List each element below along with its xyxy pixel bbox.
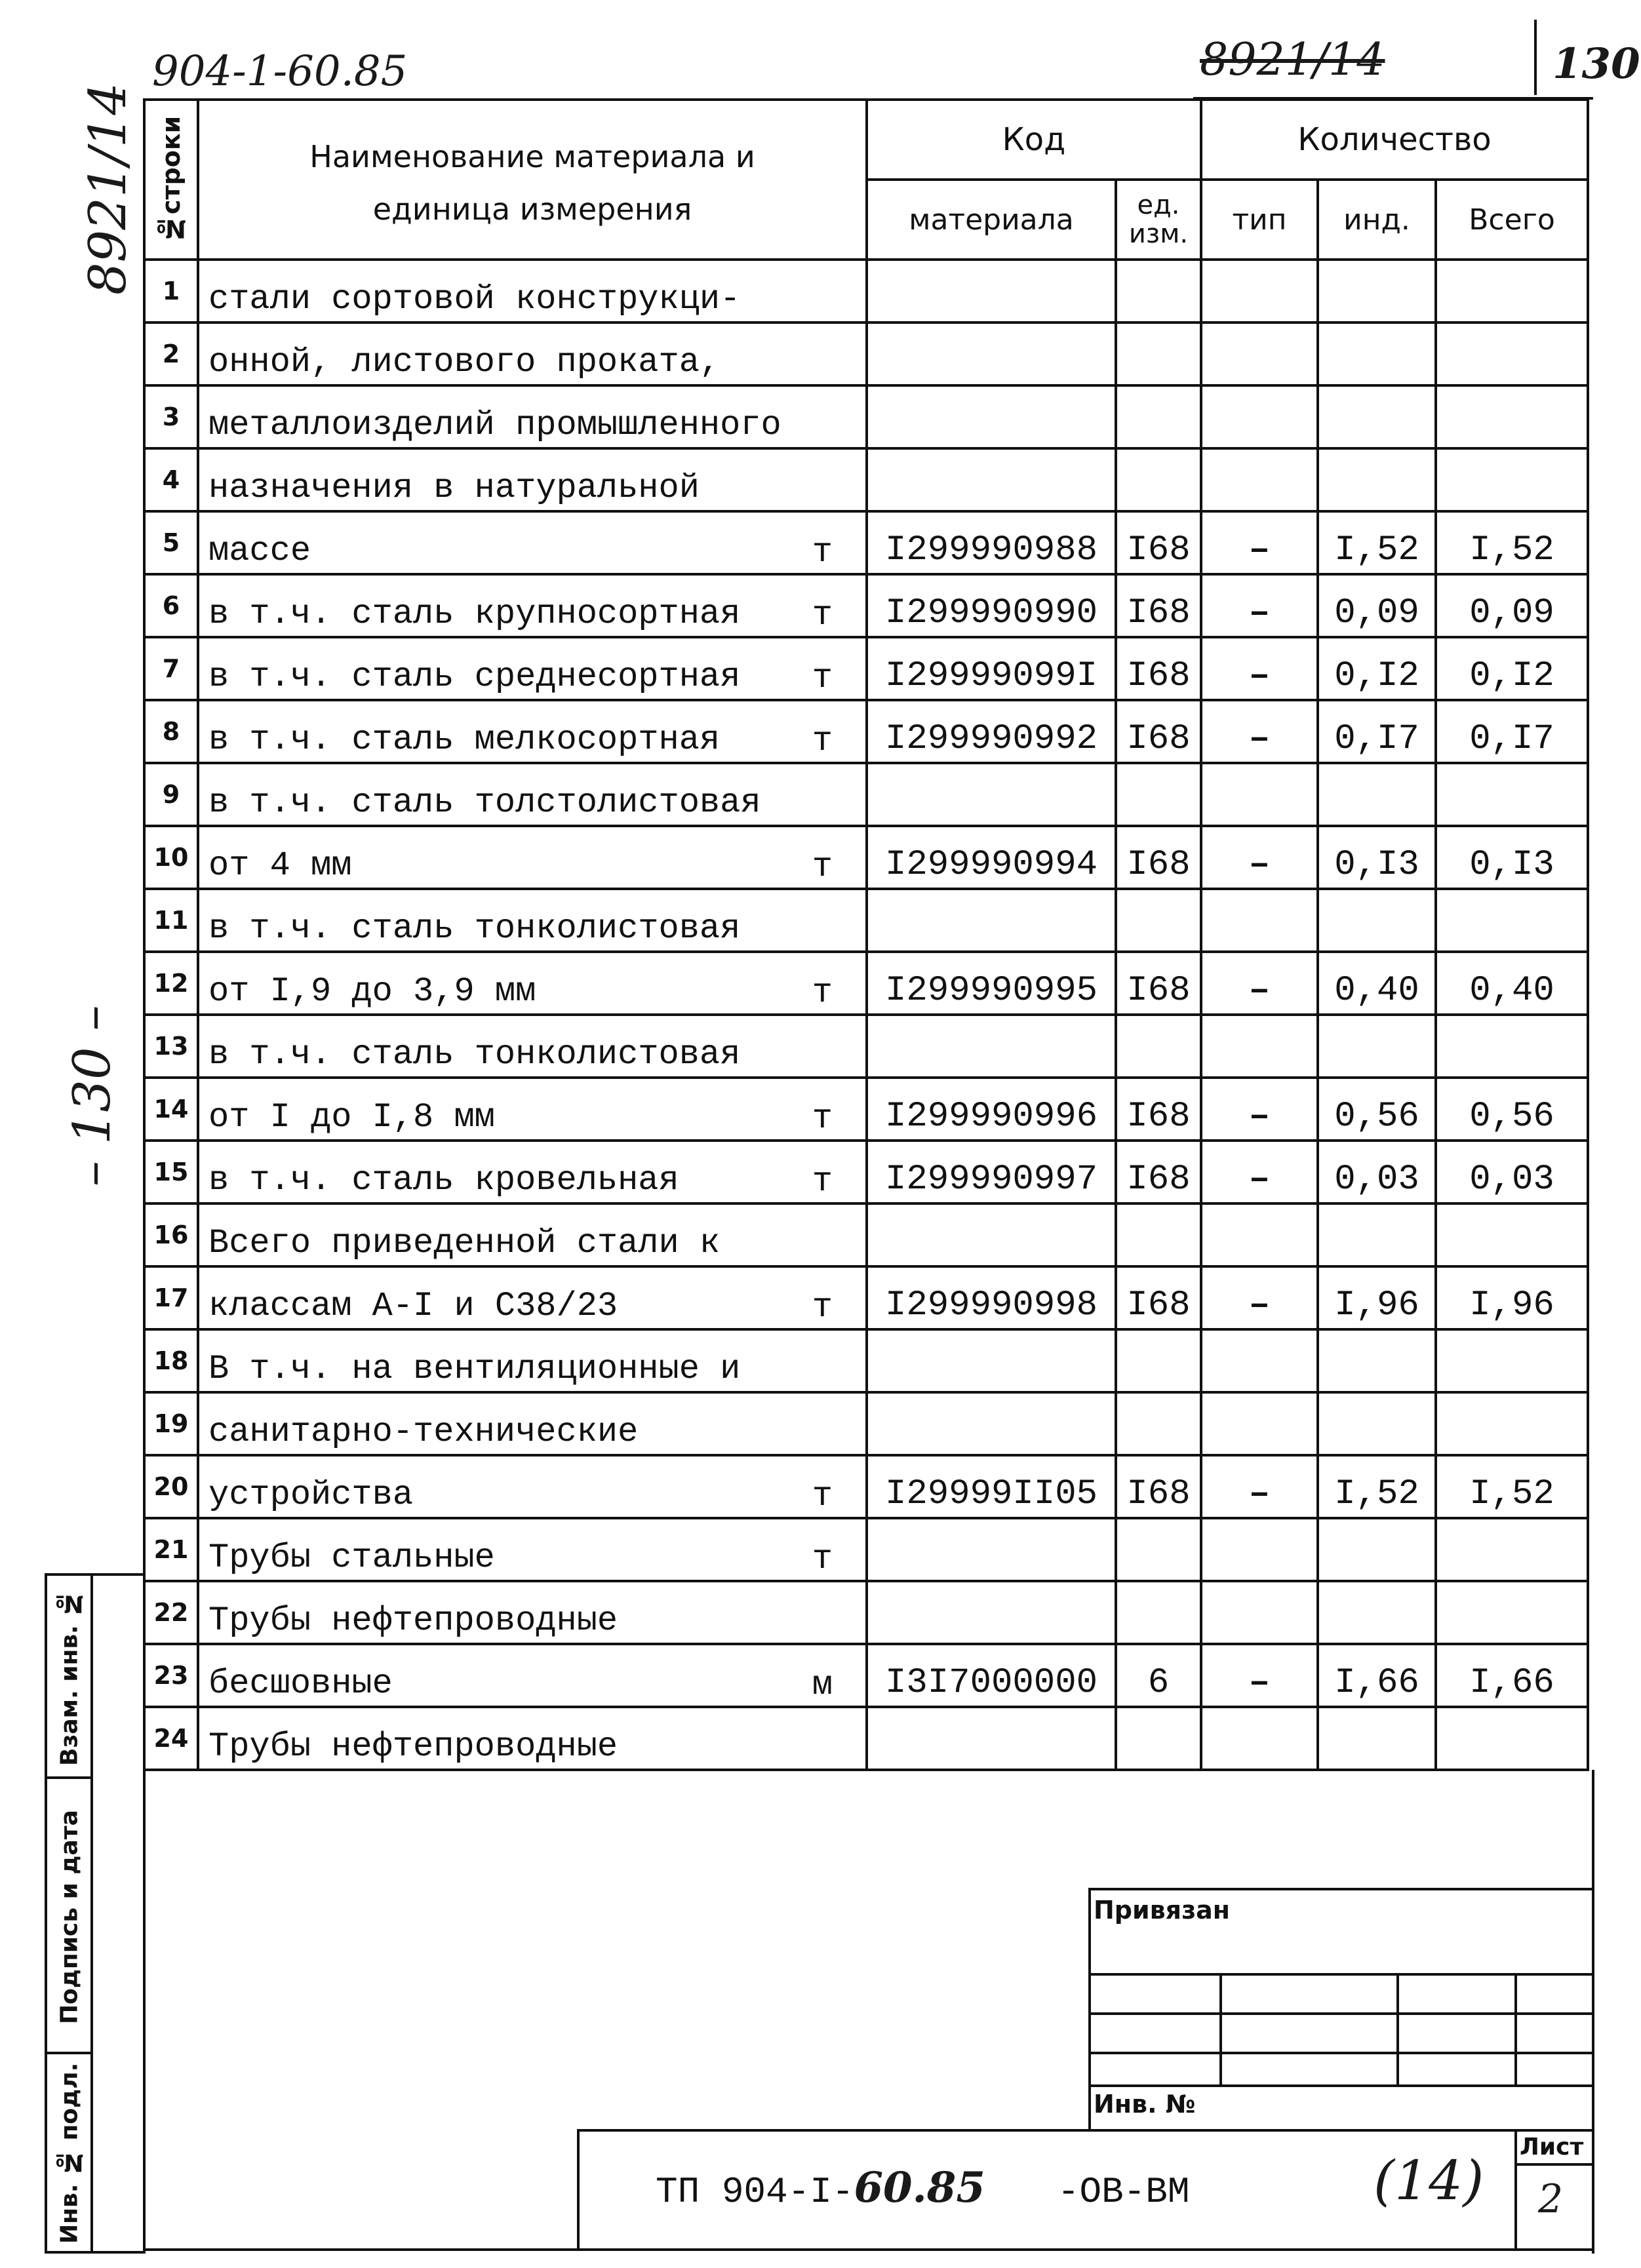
unit-code: I68 xyxy=(1116,511,1201,574)
unit-code: I68 xyxy=(1116,574,1201,637)
qty-ind xyxy=(1318,763,1436,826)
qty-type: – xyxy=(1201,1644,1318,1707)
material-name-text: в т.ч. сталь среднесортная xyxy=(208,657,741,696)
qty-total xyxy=(1436,1329,1588,1392)
unit-code: I68 xyxy=(1116,1141,1201,1203)
material-code: I299990996 xyxy=(867,1078,1116,1141)
row-number: 9 xyxy=(144,763,198,826)
material-unit: т xyxy=(812,1162,833,1201)
page-number-side: – 130 – xyxy=(63,1005,122,1186)
sheet-number-handwritten: (14) xyxy=(1374,2150,1484,2212)
qty-ind: 0,09 xyxy=(1318,574,1436,637)
material-name xyxy=(198,1015,867,1078)
qty-type xyxy=(1201,1581,1318,1644)
qty-ind xyxy=(1318,385,1436,448)
qty-total xyxy=(1436,1707,1588,1770)
qty-type: – xyxy=(1201,952,1318,1015)
material-name xyxy=(198,1455,867,1518)
unit-code: I68 xyxy=(1116,952,1201,1015)
material-name-text: от I до I,8 мм xyxy=(208,1098,495,1137)
material-name-text: от 4 мм xyxy=(208,846,352,885)
material-name-text: от I,9 до 3,9 мм xyxy=(208,972,536,1011)
material-unit: т xyxy=(812,973,833,1012)
qty-type xyxy=(1201,385,1318,448)
qty-ind xyxy=(1318,260,1436,323)
unit-code xyxy=(1116,1203,1201,1266)
stamp-inv-no: Инв. № xyxy=(1094,2090,1196,2119)
qty-ind xyxy=(1318,448,1436,511)
material-name xyxy=(198,448,867,511)
strip-podpis-data: Подпись и дата xyxy=(56,1810,83,2025)
row-number: 7 xyxy=(144,637,198,700)
table-row xyxy=(144,511,1588,574)
qty-total: 0,I7 xyxy=(1436,700,1588,763)
row-number: 12 xyxy=(144,952,198,1015)
qty-type xyxy=(1201,323,1318,385)
qty-type: – xyxy=(1201,574,1318,637)
page-number-divider xyxy=(1534,20,1537,95)
row-number: 1 xyxy=(144,260,198,323)
row-number: 17 xyxy=(144,1266,198,1329)
material-name-text: в т.ч. сталь крупносортная xyxy=(208,595,741,633)
material-code xyxy=(867,1203,1116,1266)
table-row xyxy=(144,700,1588,763)
qty-total: 0,I2 xyxy=(1436,637,1588,700)
material-name xyxy=(198,637,867,700)
doc-code: ТП 904-I-60.85 -ОВ-ВМ xyxy=(656,2163,1190,2213)
qty-type xyxy=(1201,1518,1318,1581)
qty-type: – xyxy=(1201,1266,1318,1329)
material-name xyxy=(198,323,867,385)
qty-ind: 0,I2 xyxy=(1318,637,1436,700)
unit-code xyxy=(1116,889,1201,952)
qty-total: I,52 xyxy=(1436,1455,1588,1518)
material-name-text: В т.ч. на вентиляционные и xyxy=(208,1350,741,1388)
qty-total: I,66 xyxy=(1436,1644,1588,1707)
table-row xyxy=(144,952,1588,1015)
qty-type xyxy=(1201,1203,1318,1266)
material-name xyxy=(198,1203,867,1266)
table-row xyxy=(144,1644,1588,1707)
unit-code: I68 xyxy=(1116,1078,1201,1141)
material-name xyxy=(198,1707,867,1770)
qty-ind xyxy=(1318,1581,1436,1644)
unit-code: I68 xyxy=(1116,637,1201,700)
material-code: I299990998 xyxy=(867,1266,1116,1329)
material-name xyxy=(198,511,867,574)
table-row xyxy=(144,1707,1588,1770)
qty-total xyxy=(1436,1015,1588,1078)
material-name-text: в т.ч. сталь кровельная xyxy=(208,1161,679,1200)
page-number-top: 130 xyxy=(1552,39,1640,88)
unit-code xyxy=(1116,1707,1201,1770)
material-code xyxy=(867,385,1116,448)
frame-right-line xyxy=(1592,1770,1594,2254)
material-code: I29999099I xyxy=(867,637,1116,700)
row-number: 22 xyxy=(144,1581,198,1644)
qty-ind: I,52 xyxy=(1318,511,1436,574)
qty-ind: 0,I7 xyxy=(1318,700,1436,763)
row-number: 23 xyxy=(144,1644,198,1707)
header-row-number: №строки xyxy=(144,100,198,260)
table-row xyxy=(144,260,1588,323)
row-number: 2 xyxy=(144,323,198,385)
unit-code xyxy=(1116,385,1201,448)
material-unit: т xyxy=(812,1477,833,1515)
material-name xyxy=(198,574,867,637)
row-number: 19 xyxy=(144,1392,198,1455)
material-code: I299990997 xyxy=(867,1141,1116,1203)
unit-code: I68 xyxy=(1116,1455,1201,1518)
material-code xyxy=(867,448,1116,511)
material-name xyxy=(198,1078,867,1141)
material-name-text: Всего приведенной стали к xyxy=(208,1224,721,1262)
material-code: I299990995 xyxy=(867,952,1116,1015)
material-code xyxy=(867,1518,1116,1581)
qty-total: 0,03 xyxy=(1436,1141,1588,1203)
qty-total xyxy=(1436,260,1588,323)
material-name-text: Трубы нефтепроводные xyxy=(208,1601,618,1640)
qty-ind xyxy=(1318,1707,1436,1770)
material-code xyxy=(867,1581,1116,1644)
material-unit: м xyxy=(812,1666,833,1704)
qty-ind: I,52 xyxy=(1318,1455,1436,1518)
unit-code xyxy=(1116,260,1201,323)
qty-total: I,96 xyxy=(1436,1266,1588,1329)
row-number: 21 xyxy=(144,1518,198,1581)
qty-total xyxy=(1436,763,1588,826)
qty-type: – xyxy=(1201,1078,1318,1141)
sheet-label: Лист xyxy=(1520,2134,1584,2160)
material-code xyxy=(867,323,1116,385)
material-name-text: устройства xyxy=(208,1476,414,1514)
unit-code xyxy=(1116,448,1201,511)
qty-type xyxy=(1201,1015,1318,1078)
material-name-text: в т.ч. сталь тонколистовая xyxy=(208,909,741,948)
header-code-unit: ед. изм. xyxy=(1116,180,1201,260)
unit-code xyxy=(1116,1518,1201,1581)
material-name xyxy=(198,1518,867,1581)
qty-type xyxy=(1201,1329,1318,1392)
row-number: 5 xyxy=(144,511,198,574)
qty-type: – xyxy=(1201,700,1318,763)
qty-type xyxy=(1201,1707,1318,1770)
qty-total: 0,I3 xyxy=(1436,826,1588,889)
row-number: 16 xyxy=(144,1203,198,1266)
qty-ind xyxy=(1318,1203,1436,1266)
material-code xyxy=(867,763,1116,826)
qty-ind xyxy=(1318,889,1436,952)
table-row xyxy=(144,574,1588,637)
unit-code xyxy=(1116,323,1201,385)
qty-type xyxy=(1201,1392,1318,1455)
frame-bottom-line xyxy=(143,2248,1594,2251)
material-name xyxy=(198,1329,867,1392)
row-number: 20 xyxy=(144,1455,198,1518)
unit-code: 6 xyxy=(1116,1644,1201,1707)
qty-total xyxy=(1436,323,1588,385)
qty-total: 0,09 xyxy=(1436,574,1588,637)
row-number: 11 xyxy=(144,889,198,952)
table-row xyxy=(144,1266,1588,1329)
row-number: 8 xyxy=(144,700,198,763)
material-name-text: классам А-I и С38/23 xyxy=(208,1287,618,1325)
material-name xyxy=(198,700,867,763)
row-number: 10 xyxy=(144,826,198,889)
material-name xyxy=(198,952,867,1015)
material-unit: т xyxy=(812,722,833,760)
material-name-text: в т.ч. сталь тонколистовая xyxy=(208,1035,741,1074)
strip-inv-podl: Инв. № подл. xyxy=(56,2062,83,2244)
qty-total: 0,56 xyxy=(1436,1078,1588,1141)
row-number: 15 xyxy=(144,1141,198,1203)
qty-ind: 0,I3 xyxy=(1318,826,1436,889)
header-material-name: Наименование материала и единица измерения xyxy=(198,100,867,260)
unit-code: I68 xyxy=(1116,1266,1201,1329)
material-name xyxy=(198,1266,867,1329)
qty-total: I,52 xyxy=(1436,511,1588,574)
material-unit: т xyxy=(812,1288,833,1327)
unit-code xyxy=(1116,1015,1201,1078)
material-code: I299990988 xyxy=(867,511,1116,574)
material-code xyxy=(867,1015,1116,1078)
archive-number-side: 8921/14 xyxy=(79,82,138,295)
unit-code: I68 xyxy=(1116,826,1201,889)
row-number: 13 xyxy=(144,1015,198,1078)
qty-type xyxy=(1201,889,1318,952)
qty-total xyxy=(1436,889,1588,952)
material-code: I3I7000000 xyxy=(867,1644,1116,1707)
qty-total xyxy=(1436,1392,1588,1455)
material-unit: т xyxy=(812,659,833,697)
material-code xyxy=(867,1329,1116,1392)
material-name-text: Трубы стальные xyxy=(208,1538,495,1577)
sheet-number: 2 xyxy=(1538,2176,1564,2222)
material-name xyxy=(198,889,867,952)
material-code xyxy=(867,260,1116,323)
qty-ind: I,66 xyxy=(1318,1644,1436,1707)
qty-type xyxy=(1201,260,1318,323)
header-code-group: Код xyxy=(867,100,1201,180)
unit-code xyxy=(1116,1329,1201,1392)
material-name-text: онной, листового проката, xyxy=(208,343,721,381)
qty-ind xyxy=(1318,323,1436,385)
header-quantity-group: Количество xyxy=(1201,100,1588,180)
table-row xyxy=(144,1141,1588,1203)
row-number: 3 xyxy=(144,385,198,448)
qty-total xyxy=(1436,1203,1588,1266)
material-name xyxy=(198,1644,867,1707)
row-number: 24 xyxy=(144,1707,198,1770)
material-name-text: Трубы нефтепроводные xyxy=(208,1727,618,1766)
header-qty-type: тип xyxy=(1201,180,1318,260)
unit-code xyxy=(1116,1392,1201,1455)
material-name-text: бесшовные xyxy=(208,1664,393,1703)
stamp-privyazan: Привязан xyxy=(1094,1896,1231,1925)
table-row xyxy=(144,385,1588,448)
strip-vzam-inv: Взам. инв. № xyxy=(56,1590,83,1767)
qty-type: – xyxy=(1201,1141,1318,1203)
material-name xyxy=(198,1392,867,1455)
material-name xyxy=(198,1581,867,1644)
unit-code xyxy=(1116,1581,1201,1644)
table-row xyxy=(144,1203,1588,1266)
qty-ind xyxy=(1318,1015,1436,1078)
table-row xyxy=(144,1455,1588,1518)
table-row xyxy=(144,826,1588,889)
table-row xyxy=(144,1015,1588,1078)
qty-ind: I,96 xyxy=(1318,1266,1436,1329)
table-row xyxy=(144,889,1588,952)
table-row xyxy=(144,1329,1588,1392)
table-row xyxy=(144,448,1588,511)
material-name-text: в т.ч. сталь толстолистовая xyxy=(208,783,761,822)
material-name xyxy=(198,826,867,889)
table-row xyxy=(144,637,1588,700)
qty-total xyxy=(1436,448,1588,511)
qty-ind: 0,03 xyxy=(1318,1141,1436,1203)
frame-left-line xyxy=(143,1770,146,2254)
material-name-text: санитарно-технические xyxy=(208,1413,639,1451)
qty-type: – xyxy=(1201,1455,1318,1518)
materials-table xyxy=(143,98,1589,1771)
material-code xyxy=(867,889,1116,952)
row-number: 14 xyxy=(144,1078,198,1141)
material-name-text: стали сортовой конструкци- xyxy=(208,280,741,319)
table-row xyxy=(144,1518,1588,1581)
qty-type: – xyxy=(1201,826,1318,889)
qty-type: – xyxy=(1201,637,1318,700)
qty-ind xyxy=(1318,1518,1436,1581)
table-row xyxy=(144,323,1588,385)
table-row xyxy=(144,763,1588,826)
material-name-text: металлоизделий промышленного xyxy=(208,406,781,444)
left-strip xyxy=(45,1573,143,2268)
material-code xyxy=(867,1707,1116,1770)
material-name-text: в т.ч. сталь мелкосортная xyxy=(208,720,721,759)
header-qty-ind: инд. xyxy=(1318,180,1436,260)
qty-type: – xyxy=(1201,511,1318,574)
header-qty-total: Всего xyxy=(1436,180,1588,260)
row-number: 4 xyxy=(144,448,198,511)
material-code xyxy=(867,1392,1116,1455)
doc-number-handwritten: 904-1-60.85 xyxy=(152,47,408,96)
material-code: I29999II05 xyxy=(867,1455,1116,1518)
material-name xyxy=(198,260,867,323)
material-name xyxy=(198,385,867,448)
qty-type xyxy=(1201,448,1318,511)
material-unit: т xyxy=(812,596,833,635)
qty-ind: 0,56 xyxy=(1318,1078,1436,1141)
qty-ind: 0,40 xyxy=(1318,952,1436,1015)
material-name xyxy=(198,1141,867,1203)
row-number: 18 xyxy=(144,1329,198,1392)
qty-total xyxy=(1436,1581,1588,1644)
qty-type xyxy=(1201,763,1318,826)
qty-total: 0,40 xyxy=(1436,952,1588,1015)
material-name-text: массе xyxy=(208,532,311,570)
qty-total xyxy=(1436,385,1588,448)
material-unit: т xyxy=(812,1540,833,1578)
unit-code xyxy=(1116,763,1201,826)
material-unit: т xyxy=(812,848,833,886)
qty-total xyxy=(1436,1518,1588,1581)
header-code-material: материала xyxy=(867,180,1116,260)
material-name xyxy=(198,763,867,826)
material-code: I299990990 xyxy=(867,574,1116,637)
archive-number-top: 8921/14 xyxy=(1200,34,1385,86)
qty-ind xyxy=(1318,1392,1436,1455)
material-name-text: назначения в натуральной xyxy=(208,469,700,507)
material-unit: т xyxy=(812,1099,833,1138)
material-code: I299990992 xyxy=(867,700,1116,763)
material-unit: т xyxy=(812,533,833,572)
qty-ind xyxy=(1318,1329,1436,1392)
table-row xyxy=(144,1581,1588,1644)
unit-code: I68 xyxy=(1116,700,1201,763)
material-code: I299990994 xyxy=(867,826,1116,889)
table-row xyxy=(144,1078,1588,1141)
table-row xyxy=(144,1392,1588,1455)
row-number: 6 xyxy=(144,574,198,637)
